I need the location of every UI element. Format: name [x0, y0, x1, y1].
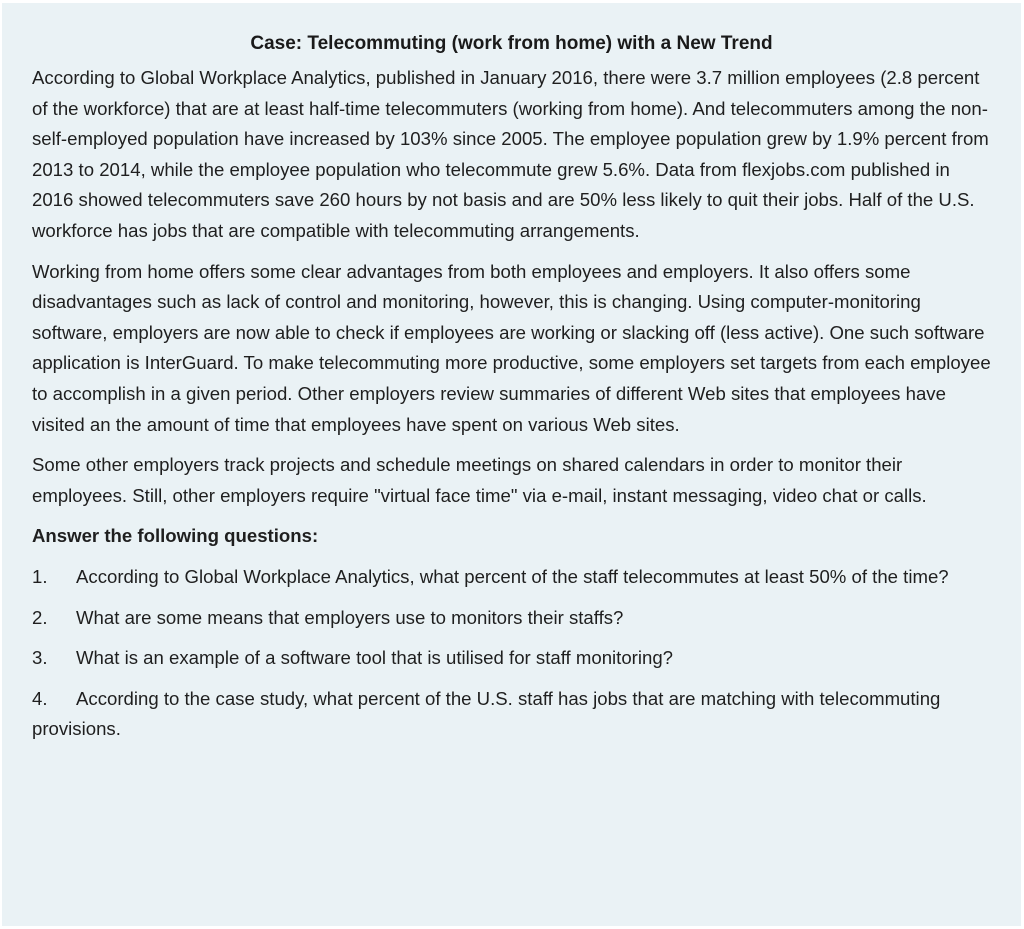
- question-number: 4.: [32, 687, 48, 709]
- question-number: 1.: [32, 565, 48, 587]
- questions-heading: Answer the following questions:: [32, 525, 319, 547]
- paragraph-statistics: According to Global Workplace Analytics, published in January 2016, there were 3.7 million employees (2.8 percent of the workforce) that are at least half-time telecommuters (working from home). And telecommuters among the non-self-employed population have increased by 103% since 2005. The employee population grew by 1.9% percent from 2013 to 2014, while the employee population who telecommute grew 5.6%. Data from flexjobs.com published in 2016 showed telecommuters save 260 hours by not basis and are 50% less likely to quit their jobs. Half of the U.S. workforce has jobs that are compatible with telecommuting arrangements.: [32, 67, 989, 241]
- question-number: 2.: [32, 606, 48, 628]
- question-text: According to Global Workplace Analytics, what percent of the staff telecommutes at least 50% of the time?: [76, 565, 949, 587]
- question-text: According to the case study, what percent of the U.S. staff has jobs that are matching with telecommuting provisions.: [32, 687, 941, 740]
- question-number: 3.: [32, 647, 48, 669]
- question-item: [32, 603, 991, 634]
- question-item: [32, 684, 991, 745]
- question-item: [32, 562, 991, 593]
- question-item: [32, 643, 991, 674]
- paragraph-advantages: Working from home offers some clear advantages from both employees and employers. It also offers some disadvantages such as lack of control and monitoring, however, this is changing. Using computer-monitoring software, employers are now able to check if employees are working or slacking off (less active). One such software application is InterGuard. To make telecommuting more productive, some employers set targets from each employee to accomplish in a given period. Other employers review summaries of different Web sites that employees have visited an the amount of time that employees have spent on various Web sites.: [32, 260, 991, 435]
- paragraph-monitoring: Some other employers track projects and schedule meetings on shared calendars in order to monitor their employees. Still, other employers require "virtual face time" via e-mail, instant messaging, video chat or calls.: [32, 454, 927, 506]
- question-text: What are some means that employers use to monitors their staffs?: [76, 606, 624, 628]
- case-title: Case: Telecommuting (work from home) with a New Trend: [250, 33, 773, 54]
- question-text: What is an example of a software tool that is utilised for staff monitoring?: [76, 647, 674, 669]
- case-panel: [2, 3, 1021, 926]
